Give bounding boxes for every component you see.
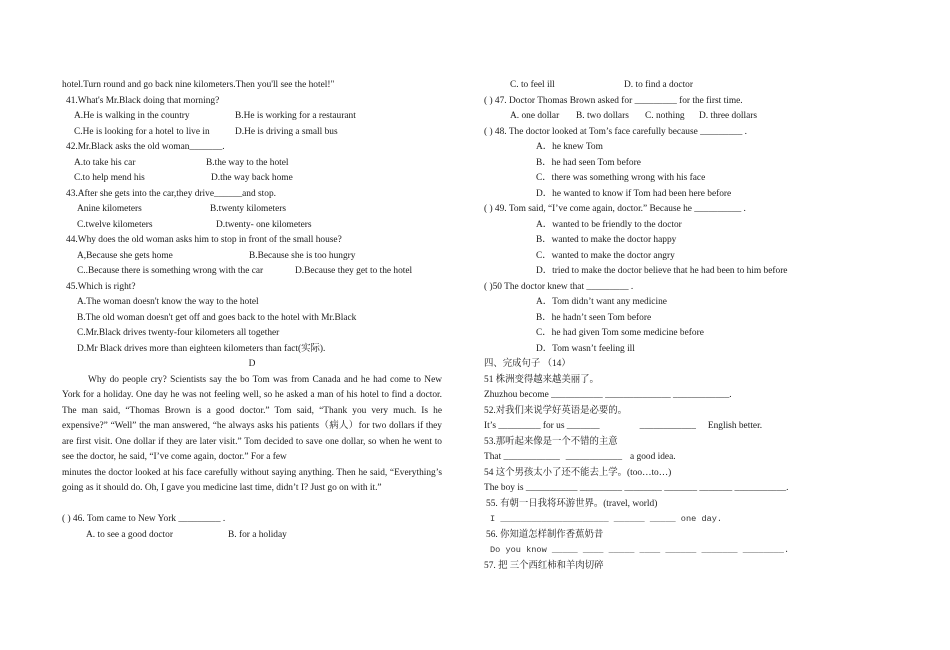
sentence-53-part-a: That ____________ [484,452,560,462]
question-43-options-cd [62,218,442,234]
option-47c: C. nothing [645,111,685,121]
sentence-56-chinese: 56. 你知道怎样制作香蕉奶昔 [486,529,604,540]
sentence-52-english [484,419,884,435]
option-42d: D.the way back home [211,173,293,183]
question-41-options-cd [62,125,442,141]
section-heading-4: 四、完成句子 （14） [484,359,571,369]
question-48: ( ) 48. The doctor looked at Tom’s face carefully because _________ . [484,126,747,137]
passage-d-paragraph-1: Why do people cry? Scientists say the bo Tom was from Canada and he had come to New York for a holiday. One day he was not feeling well, so he asked a man of his hotel to find a doctor. The man said, “Thomas Brown is a good doctor.” Tom said, “Thank you very much. Is he expensive?” “Well” the man answered, “he always asks his patients（病人）for two dollars if they are first visit. One dollar if they are later visit.” Tom decided to save one dollar, so when he went to see the doctor, he said, “I’ve come again, doctor.” For a few [62,374,442,462]
option-46c: C. to feel ill [510,80,555,90]
question-45: 45.Which is right? [66,281,136,292]
option-46d: D. to find a doctor [624,80,693,90]
left-column [62,78,442,543]
option-45d: D.Mr Black drives more than eighteen kilometers than fact(实际). [77,343,326,354]
question-42-options-cd [62,171,442,187]
option-43a: Anine kilometers [77,204,142,214]
question-49: ( ) 49. Tom said, “I’ve come again, doctor.” Because he __________ . [484,204,746,214]
question-46: ( ) 46. Tom came to New York _________ . [62,514,226,524]
option-44c: C..Because there is something wrong with the car [77,266,264,276]
option-48b: B．he had seen Tom before [536,157,641,168]
sentence-52-chinese: 52.对我们来说学好英语是必要的。 [484,405,627,416]
sentence-54-chinese: 54 这个男孩太小了还不能去上学。(too…to…) [484,467,672,478]
sentence-52-part-b: ____________ [639,421,696,431]
option-44a: A,Because she gets home [77,250,173,261]
option-49d: D．tried to make the doctor believe that he had been to him before [536,266,788,276]
option-44d: D.Because they get to the hotel [295,266,413,276]
option-47a: A. one dollar [510,111,560,121]
sentence-51-chinese: 51 株洲变得越来越美丽了。 [484,374,599,385]
sentence-55-english: I _____________________ ______ _____ one day. [490,514,723,524]
sentence-57-chinese: 57. 把 三个西红柿和羊肉切碎 [484,560,604,571]
sentence-53-part-b: ____________ [565,452,623,462]
question-41-options-ab [62,109,442,125]
question-46-options-ab [62,528,442,544]
spacer [62,497,442,513]
option-50a: A．Tom didn’t want any medicine [536,297,667,307]
option-47b: B. two dollars [576,111,629,121]
option-50b: B．he hadn’t seen Tom before [536,312,652,323]
sentence-52-part-a: It’s _________ for us _______ [484,421,600,431]
question-44-options-cd [62,264,442,280]
option-50d: D．Tom wasn’t feeling ill [536,343,635,354]
sentence-55-chinese: 55. 有朝一日我将环游世界。(travel, world) [486,498,658,509]
option-42b: B.the way to the hotel [206,157,289,168]
sentence-53-english [484,450,884,466]
option-41d: D.He is driving a small bus [235,126,338,137]
section-heading-d: D [248,359,256,369]
sentence-56-english: Do you know _____ ____ _____ ____ ______ _______ ________. [490,545,790,555]
sentence-54-english: The boy is ___________ _________ ________ _______ _______ ___________. [484,483,789,493]
option-47d: D. three dollars [699,111,758,121]
passage-end-line: hotel.Turn round and go back nine kilometers.Then you'll see the hotel!" [62,80,335,90]
question-41: 41.What's Mr.Black doing that morning? [66,95,220,106]
option-43c: C.twelve kilometers [77,219,153,230]
question-42-options-ab [62,156,442,172]
option-50c: C．he had given Tom some medicine before [536,328,704,338]
option-48d: D．he wanted to know if Tom had been here before [536,188,732,199]
option-49b: B．wanted to make the doctor happy [536,235,677,245]
option-42c: C.to help mend his [74,173,145,183]
question-43-options-ab [62,202,442,218]
option-46b: B. for a holiday [228,529,287,540]
sentence-53-chinese: 53.那听起来像是一个不错的主意 [484,436,618,447]
option-45b: B.The old woman doesn't get off and goes back to the hotel with Mr.Black [77,312,357,323]
option-41b: B.He is working for a restaurant [235,111,356,121]
sentence-51-english: Zhuzhou become ___________ ______________ ____________. [484,390,732,400]
option-41a: A.He is walking in the country [74,111,190,121]
option-43d: D.twenty- one kilometers [216,219,312,230]
option-46a: A. to see a good doctor [86,529,173,540]
option-41c: C.He is looking for a hotel to live in [74,126,210,137]
option-49c: C．wanted to make the doctor angry [536,250,675,261]
option-49a: A．wanted to be friendly to the doctor [536,219,682,230]
option-44b: B.Because she is too hungry [249,250,356,261]
sentence-53-part-c: a good idea. [630,452,676,462]
option-45c: C.Mr.Black drives twenty-four kilometers all together [77,328,280,338]
passage-d-paragraph-2: minutes the doctor looked at his face carefully without saying anything. Then he said, “Everything’s going as it should do. Oh, I gave you medicine last time, didn’t I? Just go on with it.” [62,467,442,493]
option-48a: A．he knew Tom [536,142,603,152]
option-43b: B.twenty kilometers [210,204,287,214]
question-50: ( )50 The doctor knew that _________ . [484,281,634,292]
question-46-options-cd [484,78,884,94]
option-45a: A.The woman doesn't know the way to the hotel [77,297,259,307]
option-42a: A.to take his car [74,157,136,168]
question-42: 42.Mr.Black asks the old woman_______. [66,142,225,152]
question-44-options-ab [62,249,442,265]
question-43: 43.After she gets into the car,they drive______and stop. [66,188,276,199]
sentence-52-part-c: English better. [707,421,763,431]
question-44: 44.Why does the old woman asks him to stop in front of the small house? [66,235,342,245]
option-48c: C．there was something wrong with his face [536,173,706,183]
right-column [484,78,884,574]
question-47-options [484,109,884,125]
question-47: ( ) 47. Doctor Thomas Brown asked for _________ for the first time. [484,95,743,106]
